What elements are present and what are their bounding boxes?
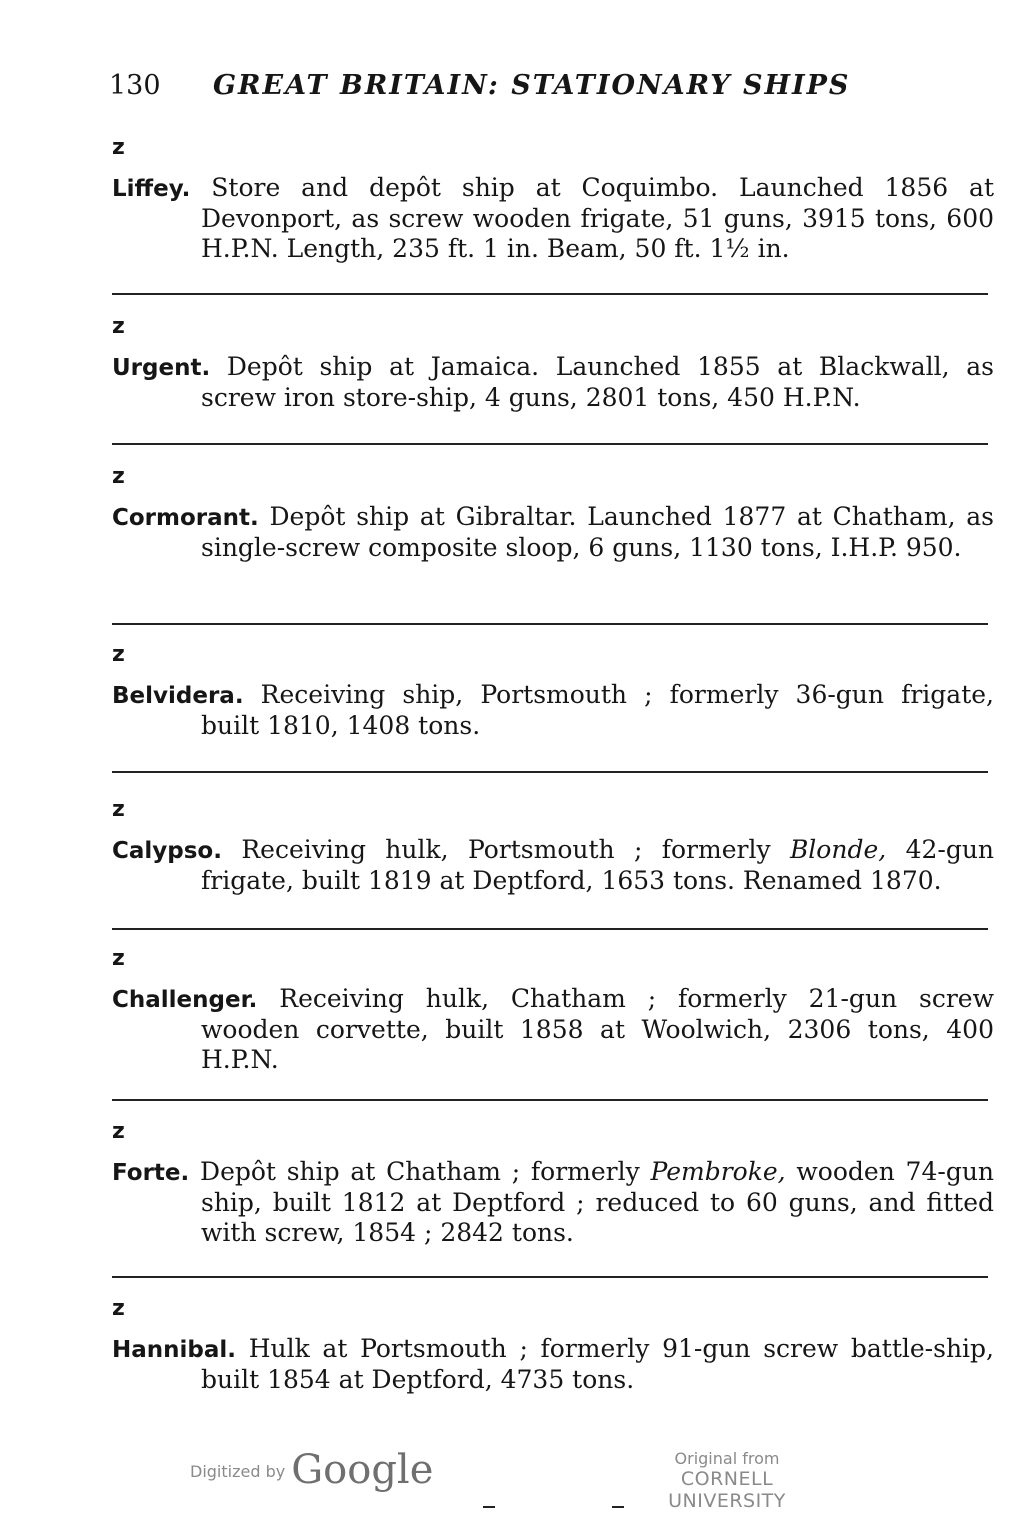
ship-name: Urgent. bbox=[112, 355, 211, 381]
entry-description: Hulk at Portsmouth ; formerly 91-gun screw battle-ship, built 1854 at Deptford, 4735 tons. bbox=[201, 1334, 994, 1394]
ship-name: Liffey. bbox=[112, 176, 191, 202]
entry-mark: z bbox=[112, 642, 125, 667]
original-from-watermark bbox=[622, 1449, 832, 1512]
divider bbox=[112, 443, 988, 445]
ship-name: Hannibal. bbox=[112, 1337, 237, 1363]
entry-mark: z bbox=[112, 1119, 125, 1144]
entry-body bbox=[112, 680, 994, 741]
original-from-label: Original from bbox=[674, 1449, 780, 1468]
ship-name: Cormorant. bbox=[112, 505, 259, 531]
entry-mark: z bbox=[112, 946, 125, 971]
entry-description-cont: wooden 74-gun ship, built 1812 at Deptford ; reduced to 60 guns, and fitted with screw, 1854 ; 2842 tons. bbox=[201, 1157, 995, 1247]
ship-name: Calypso. bbox=[112, 838, 222, 864]
entry-body bbox=[112, 984, 994, 1075]
entry-description: Depôt ship at Gibraltar. Launched 1877 at Chatham, as single-screw composite sloop, 6 guns, 1130 tons, I.H.P. 950. bbox=[201, 502, 994, 562]
entry-body bbox=[112, 352, 994, 413]
divider bbox=[112, 1099, 988, 1101]
entry-mark: z bbox=[112, 797, 125, 822]
ship-name: Challenger. bbox=[112, 987, 258, 1013]
entry-body bbox=[112, 502, 994, 563]
entry-body bbox=[112, 1157, 994, 1248]
ship-name: Forte. bbox=[112, 1160, 190, 1186]
entry-body bbox=[112, 173, 994, 264]
former-name: Pembroke, bbox=[650, 1157, 786, 1186]
digitized-by-google-watermark bbox=[190, 1447, 433, 1493]
entry-description: Depôt ship at Jamaica. Launched 1855 at Blackwall, as screw iron store-ship, 4 guns, 2801 tons, 450 H.P.N. bbox=[201, 352, 994, 412]
institution-name: CORNELL UNIVERSITY bbox=[668, 1468, 786, 1512]
entry-description-cont: 42-gun frigate, built 1819 at Deptford, 1653 tons. Renamed 1870. bbox=[201, 835, 995, 895]
page-number: 130 bbox=[109, 70, 161, 101]
former-name: Blonde, bbox=[789, 835, 887, 864]
entry-body bbox=[112, 835, 994, 896]
digitized-by-label: Digitized by bbox=[190, 1462, 286, 1481]
entry-description: Store and depôt ship at Coquimbo. Launched 1856 at Devonport, as screw wooden frigate, 51 guns, 3915 tons, 600 H.P.N. Length, 235 ft. 1 in. Beam, 50 ft. 1½ in. bbox=[201, 173, 994, 263]
scan-mark bbox=[483, 1506, 495, 1508]
divider bbox=[112, 1276, 988, 1278]
ship-entry-challenger bbox=[112, 944, 994, 1075]
entry-body bbox=[112, 1334, 994, 1395]
divider bbox=[112, 771, 988, 773]
entry-description: Receiving ship, Portsmouth ; formerly 36-gun frigate, built 1810, 1408 tons. bbox=[201, 680, 994, 740]
entry-mark: z bbox=[112, 1296, 125, 1321]
scan-mark bbox=[612, 1506, 624, 1508]
ship-entry-forte bbox=[112, 1117, 994, 1248]
divider bbox=[112, 928, 988, 930]
ship-entry-urgent bbox=[112, 312, 994, 413]
entry-mark: z bbox=[112, 464, 125, 489]
running-title: GREAT BRITAIN: STATIONARY SHIPS bbox=[213, 70, 851, 101]
entry-description: Receiving hulk, Chatham ; formerly 21-gun screw wooden corvette, built 1858 at Woolwich, 2306 tons, 400 H.P.N. bbox=[201, 984, 994, 1074]
entry-description: Receiving hulk, Portsmouth ; formerly bbox=[241, 835, 771, 864]
page-header bbox=[109, 70, 989, 106]
divider bbox=[112, 623, 988, 625]
ship-entry-belvidera bbox=[112, 640, 994, 741]
entry-mark: z bbox=[112, 135, 125, 160]
ship-name: Belvidera. bbox=[112, 683, 244, 709]
entry-description: Depôt ship at Chatham ; formerly bbox=[200, 1157, 640, 1186]
ship-entry-calypso bbox=[112, 795, 994, 896]
google-logo: Google bbox=[291, 1447, 434, 1493]
divider bbox=[112, 293, 988, 295]
ship-entry-liffey bbox=[112, 133, 994, 264]
entry-mark: z bbox=[112, 314, 125, 339]
ship-entry-cormorant bbox=[112, 462, 994, 563]
ship-entry-hannibal bbox=[112, 1294, 994, 1395]
